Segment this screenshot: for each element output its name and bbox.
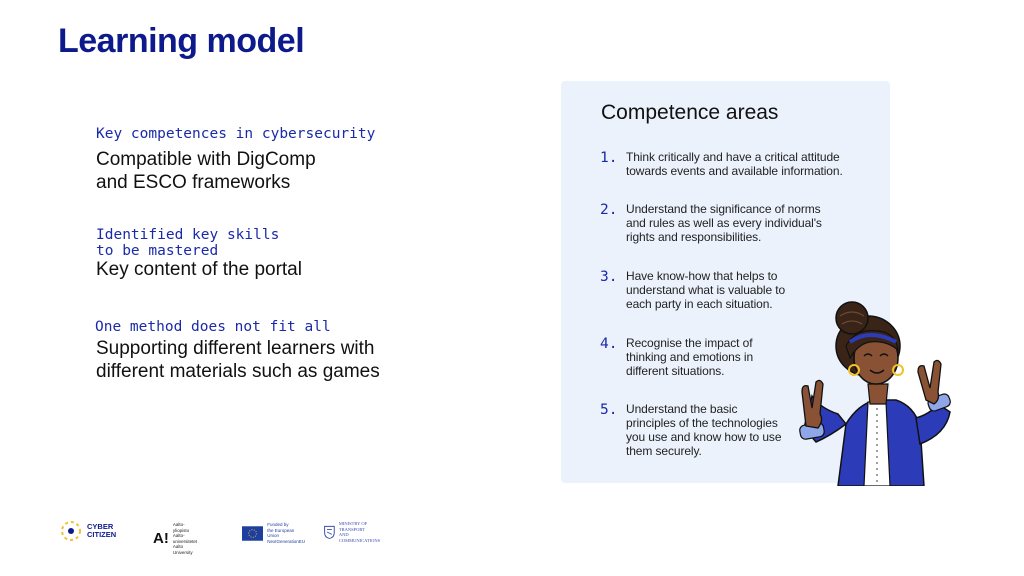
item-text: Recognise the impact of thinking and emotions in different situations. bbox=[626, 336, 754, 378]
cyber-citizen-logo bbox=[58, 518, 116, 544]
item-text: Understand the significance of norms and rules as well as every individual's rights and responsibilities. bbox=[626, 202, 822, 244]
block-kicker: Identified key skills to be mastered bbox=[96, 227, 280, 259]
skills-block bbox=[96, 227, 302, 281]
aalto-mark: A! bbox=[153, 530, 169, 547]
page-title: Learning model bbox=[58, 22, 305, 60]
aalto-logo bbox=[153, 522, 197, 555]
competence-item bbox=[600, 336, 753, 378]
item-number: 4. bbox=[600, 336, 618, 352]
item-number: 1. bbox=[600, 150, 618, 166]
eu-flag-icon bbox=[242, 526, 263, 541]
item-number: 2. bbox=[600, 202, 618, 218]
block-body: Supporting different learners with different materials such as games bbox=[96, 338, 380, 382]
ministry-logo bbox=[323, 521, 383, 543]
item-text: Think critically and have a critical attitude towards events and available information. bbox=[626, 150, 843, 178]
block-body: Key content of the portal bbox=[96, 259, 302, 280]
block-kicker: Key competences in cybersecurity bbox=[96, 126, 376, 142]
competence-item bbox=[600, 202, 822, 244]
eu-logo bbox=[242, 522, 306, 544]
lion-crest-icon bbox=[323, 523, 336, 541]
competence-item bbox=[600, 269, 785, 311]
block-kicker: One method does not fit all bbox=[95, 319, 331, 335]
competence-item bbox=[600, 402, 781, 458]
method-block bbox=[95, 319, 379, 383]
item-text: Have know-how that helps to understand what is valuable to each party in each situation. bbox=[626, 269, 786, 311]
eu-text: Funded by the European Union NextGenerationEU bbox=[267, 522, 305, 544]
item-number: 3. bbox=[600, 269, 618, 285]
cyber-citizen-text: CYBER CITIZEN bbox=[87, 522, 117, 539]
competence-item bbox=[600, 150, 843, 178]
competences-block bbox=[96, 126, 375, 194]
aalto-text: Aalto-yliopisto Aalto-universitetet Aalto University bbox=[172, 522, 198, 555]
block-body: Compatible with DigComp and ESCO frameworks bbox=[96, 149, 316, 193]
cyber-citizen-emblem-icon bbox=[58, 518, 84, 544]
ministry-text: MINISTRY OF TRANSPORT AND COMMUNICATIONS bbox=[338, 521, 381, 543]
character-illustration bbox=[798, 296, 954, 486]
item-text: Understand the basic principles of the technologies you use and know how to use them securely. bbox=[626, 402, 782, 458]
competence-areas-title: Competence areas bbox=[601, 101, 779, 124]
item-number: 5. bbox=[600, 402, 618, 418]
